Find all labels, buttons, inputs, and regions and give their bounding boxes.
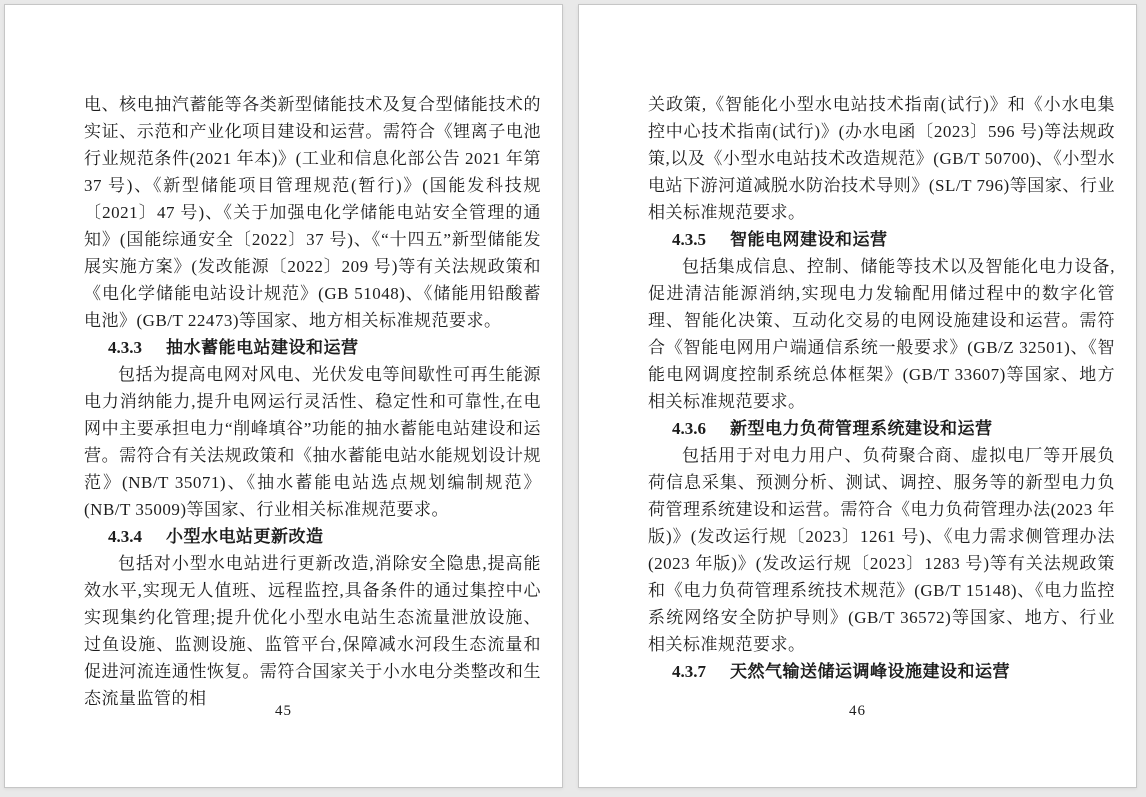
section-title: 抽水蓄能电站建设和运营 xyxy=(166,338,359,357)
paragraph: 包括用于对电力用户、负荷聚合商、虚拟电厂等开展负荷信息采集、预测分析、测试、调控、服务等的新型电力负荷管理系统建设和运营。需符合《电力负荷管理办法(2023 年版)》(发改运行规〔2023〕1261 号)、《电力需求侧管理办法(2023 年版)》(发改运行规〔2023〕1283 号)等有关法规政策和《电力负荷管理系统技术规范》(GB/T 15148)、《电力监控系统网络安全防护导则》(GB/T 36572)等国家、地方、行业相关标准规范要求。 xyxy=(648,446,1115,654)
page-number: 45 xyxy=(275,703,292,719)
paragraph: 包括集成信息、控制、储能等技术以及智能化电力设备,促进清洁能源消纳,实现电力发输配用储过程中的数字化管理、智能化决策、互动化交易的电网设施建设和运营。需符合《智能电网用户端通信系统一般要求》(GB/Z 32501)、《智能电网调度控制系统总体框架》(GB/T 33607)等国家、地方相关标准规范要求。 xyxy=(648,257,1115,411)
section-number: 4.3.3 xyxy=(108,338,142,357)
paragraph: 电、核电抽汽蓄能等各类新型储能技术及复合型储能技术的实证、示范和产业化项目建设和运营。需符合《锂离子电池行业规范条件(2021 年本)》(工业和信息化部公告 2021 年第 37 号)、《新型储能项目管理规范(暂行)》(国能发科技规〔2021〕47 号)、《关于加强电化学储能电站安全管理的通知》(国能综通安全〔2022〕37 号)、《“十四五”新型储能发展实施方案》(发改能源〔2022〕209 号)等有关法规政策和《电化学储能电站设计规范》(GB 51048)、《储能用铅酸蓄电池》(GB/T 22473)等国家、地方相关标准规范要求。 xyxy=(84,95,541,330)
section-number: 4.3.4 xyxy=(108,527,142,546)
section-title: 新型电力负荷管理系统建设和运营 xyxy=(730,419,993,438)
document-page-right xyxy=(578,4,1137,788)
section-heading xyxy=(648,226,1115,253)
document-page-left xyxy=(4,4,563,788)
section-title: 智能电网建设和运营 xyxy=(730,230,888,249)
page-45-content xyxy=(84,91,541,717)
section-title: 天然气输送储运调峰设施建设和运营 xyxy=(730,662,1010,681)
page-46-content xyxy=(648,91,1115,717)
section-number: 4.3.6 xyxy=(672,419,706,438)
section-heading xyxy=(84,334,541,361)
paragraph: 包括为提高电网对风电、光伏发电等间歇性可再生能源电力消纳能力,提升电网运行灵活性、稳定性和可靠性,在电网中主要承担电力“削峰填谷”功能的抽水蓄能电站建设和运营。需符合有关法规政策和《抽水蓄能电站水能规划设计规范》(NB/T 35071)、《抽水蓄能电站选点规划编制规范》(NB/T 35009)等国家、行业相关标准规范要求。 xyxy=(84,365,541,519)
section-title: 小型水电站更新改造 xyxy=(166,527,324,546)
page-number: 46 xyxy=(849,703,866,719)
section-heading xyxy=(648,415,1115,442)
section-number: 4.3.5 xyxy=(672,230,706,249)
paragraph: 关政策,《智能化小型水电站技术指南(试行)》和《小水电集控中心技术指南(试行)》(办水电函〔2023〕596 号)等法规政策,以及《小型水电站技术改造规范》(GB/T 50700)、《小型水电站下游河道减脱水防治技术导则》(SL/T 796)等国家、行业相关标准规范要求。 xyxy=(648,95,1115,222)
section-heading xyxy=(84,523,541,550)
paragraph: 包括对小型水电站进行更新改造,消除安全隐患,提高能效水平,实现无人值班、远程监控,具备条件的通过集控中心实现集约化管理;提升优化小型水电站生态流量泄放设施、过鱼设施、监测设施、监管平台,保障减水河段生态流量和促进河流连通性恢复。需符合国家关于小水电分类整改和生态流量监管的相 xyxy=(84,554,541,708)
section-number: 4.3.7 xyxy=(672,662,706,681)
section-heading xyxy=(648,658,1115,685)
